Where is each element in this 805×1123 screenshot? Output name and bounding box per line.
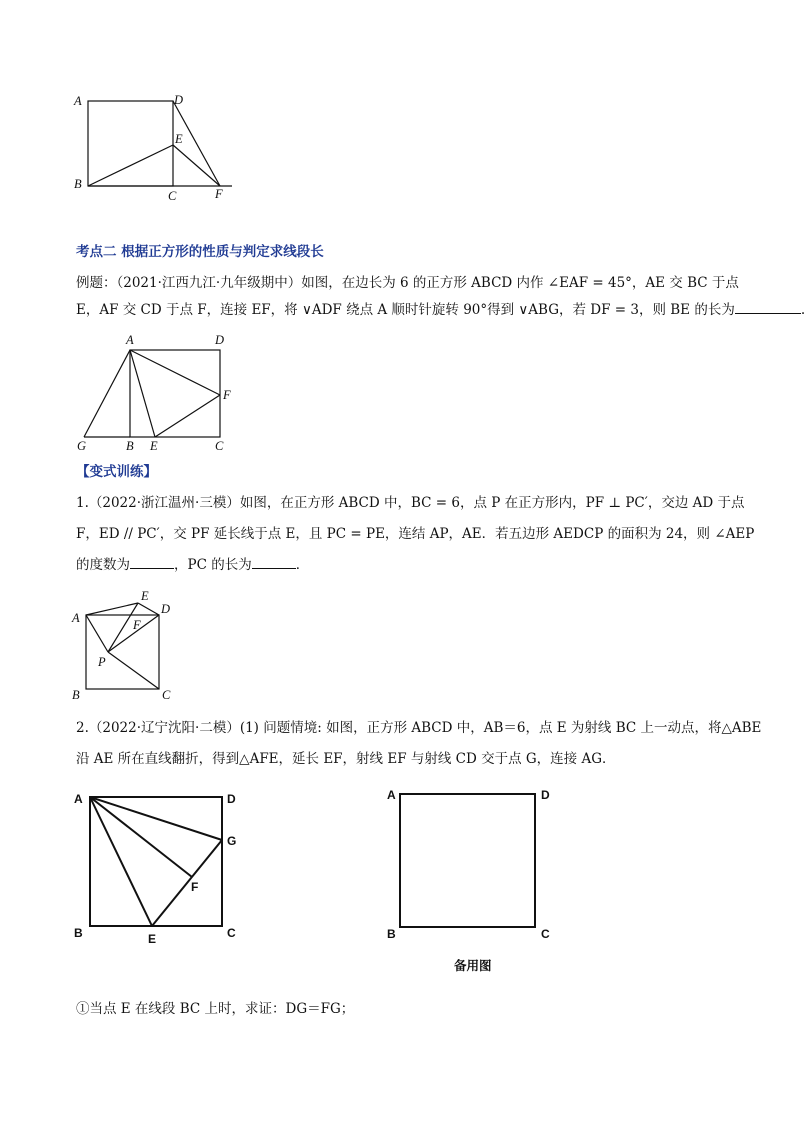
label-f: F: [191, 880, 199, 894]
label-a: A: [74, 792, 83, 806]
line-pc: [108, 652, 159, 689]
label-c: C: [215, 439, 224, 453]
square-abcd: [88, 101, 173, 186]
line-ap: [86, 615, 108, 652]
label-g: G: [77, 439, 87, 453]
label-b: B: [74, 926, 83, 940]
q1-line-3: [76, 552, 309, 578]
line-ed: [138, 603, 159, 615]
square-abcd: [400, 794, 535, 927]
label-c: C: [168, 189, 177, 203]
q1-line-2: F，ED // PC′，交 PF 延长线于点 E，且 PC = PE，连结 AP，AE．若五边形 AEDCP 的面积为 24，则 ∠AEP: [76, 526, 755, 542]
label-b: B: [126, 439, 134, 453]
label-d: D: [215, 333, 225, 347]
line-be: [88, 145, 173, 186]
q1-line-3c: ．: [295, 557, 310, 573]
square-abcd: [90, 797, 222, 926]
example-line-2-text: E，AF 交 CD 于点 F，连接 EF，将 ∨ADF 绕点 A 顺时针旋转 90°得到 ∨ABG，若 DF = 3，则 BE 的长为: [76, 302, 735, 318]
label-d: D: [174, 93, 184, 107]
sub-question-1: ①当点 E 在线段 BC 上时，求证：DG＝FG；: [76, 1001, 355, 1017]
training-heading: 【变式训练】: [76, 464, 157, 480]
label-e: E: [150, 439, 158, 453]
label-f: F: [133, 618, 141, 632]
line-ag: [84, 350, 130, 437]
line-ef: [173, 145, 220, 186]
figure-spare-square: [380, 782, 560, 942]
figure-pentagon: [66, 585, 186, 705]
figure-square-abcd-1: [60, 88, 250, 203]
q2-line-1: 2.（2022·辽宁沈阳·二模）(1) 问题情境: 如图，正方形 ABCD 中，AB＝6，点 E 为射线 BC 上一动点，将△ABE: [76, 720, 762, 736]
answer-blank-be[interactable]: [735, 299, 801, 314]
label-e: E: [175, 132, 183, 146]
line-af: [130, 350, 220, 395]
q1-line-3b: ，PC 的长为: [174, 557, 252, 573]
line-ag: [90, 797, 222, 840]
line-ae: [86, 603, 138, 615]
label-d: D: [227, 792, 236, 806]
answer-blank-pc[interactable]: [252, 554, 296, 569]
example-line-2: [76, 297, 805, 323]
label-a: A: [387, 788, 396, 802]
section-heading: 考点二 根据正方形的性质与判定求线段长: [76, 244, 324, 260]
label-b: B: [387, 927, 396, 941]
square-abcd: [86, 615, 159, 689]
label-b: B: [72, 688, 80, 702]
label-d: D: [161, 602, 171, 616]
label-c: C: [541, 927, 550, 941]
figure-rotation: [70, 330, 240, 455]
q1-line-1: 1.（2022·浙江温州·三模）如图，在正方形 ABCD 中，BC = 6，点 P 在正方形内，PF ⊥ PC′，交边 AD 于点: [76, 495, 745, 511]
label-a: A: [72, 611, 80, 625]
label-d: D: [541, 788, 550, 802]
q1-line-3a: 的度数为: [76, 557, 130, 573]
line-ae: [90, 797, 152, 926]
label-b: B: [74, 177, 82, 191]
label-f: F: [223, 388, 231, 402]
label-p: P: [98, 655, 106, 669]
answer-blank-angle[interactable]: [130, 554, 174, 569]
spare-figure-caption: 备用图: [454, 958, 492, 973]
line-ef: [155, 395, 220, 437]
label-f: F: [215, 187, 223, 201]
example-line-1: 例题：（2021·江西九江·九年级期中）如图，在边长为 6 的正方形 ABCD 内作 ∠EAF = 45°，AE 交 BC 于点: [76, 275, 739, 291]
figure-fold: [66, 785, 251, 950]
label-g: G: [227, 834, 237, 848]
label-e: E: [148, 932, 157, 946]
label-a: A: [126, 333, 134, 347]
line-af: [90, 797, 192, 877]
label-c: C: [162, 688, 171, 702]
q2-line-2: 沿 AE 所在直线翻折，得到△AFE，延长 EF，射线 EF 与射线 CD 交于点 G，连接 AG．: [76, 751, 616, 767]
label-a: A: [74, 94, 82, 108]
label-e: E: [141, 589, 149, 603]
label-c: C: [227, 926, 236, 940]
example-end: .: [800, 302, 805, 318]
line-ae: [130, 350, 155, 437]
